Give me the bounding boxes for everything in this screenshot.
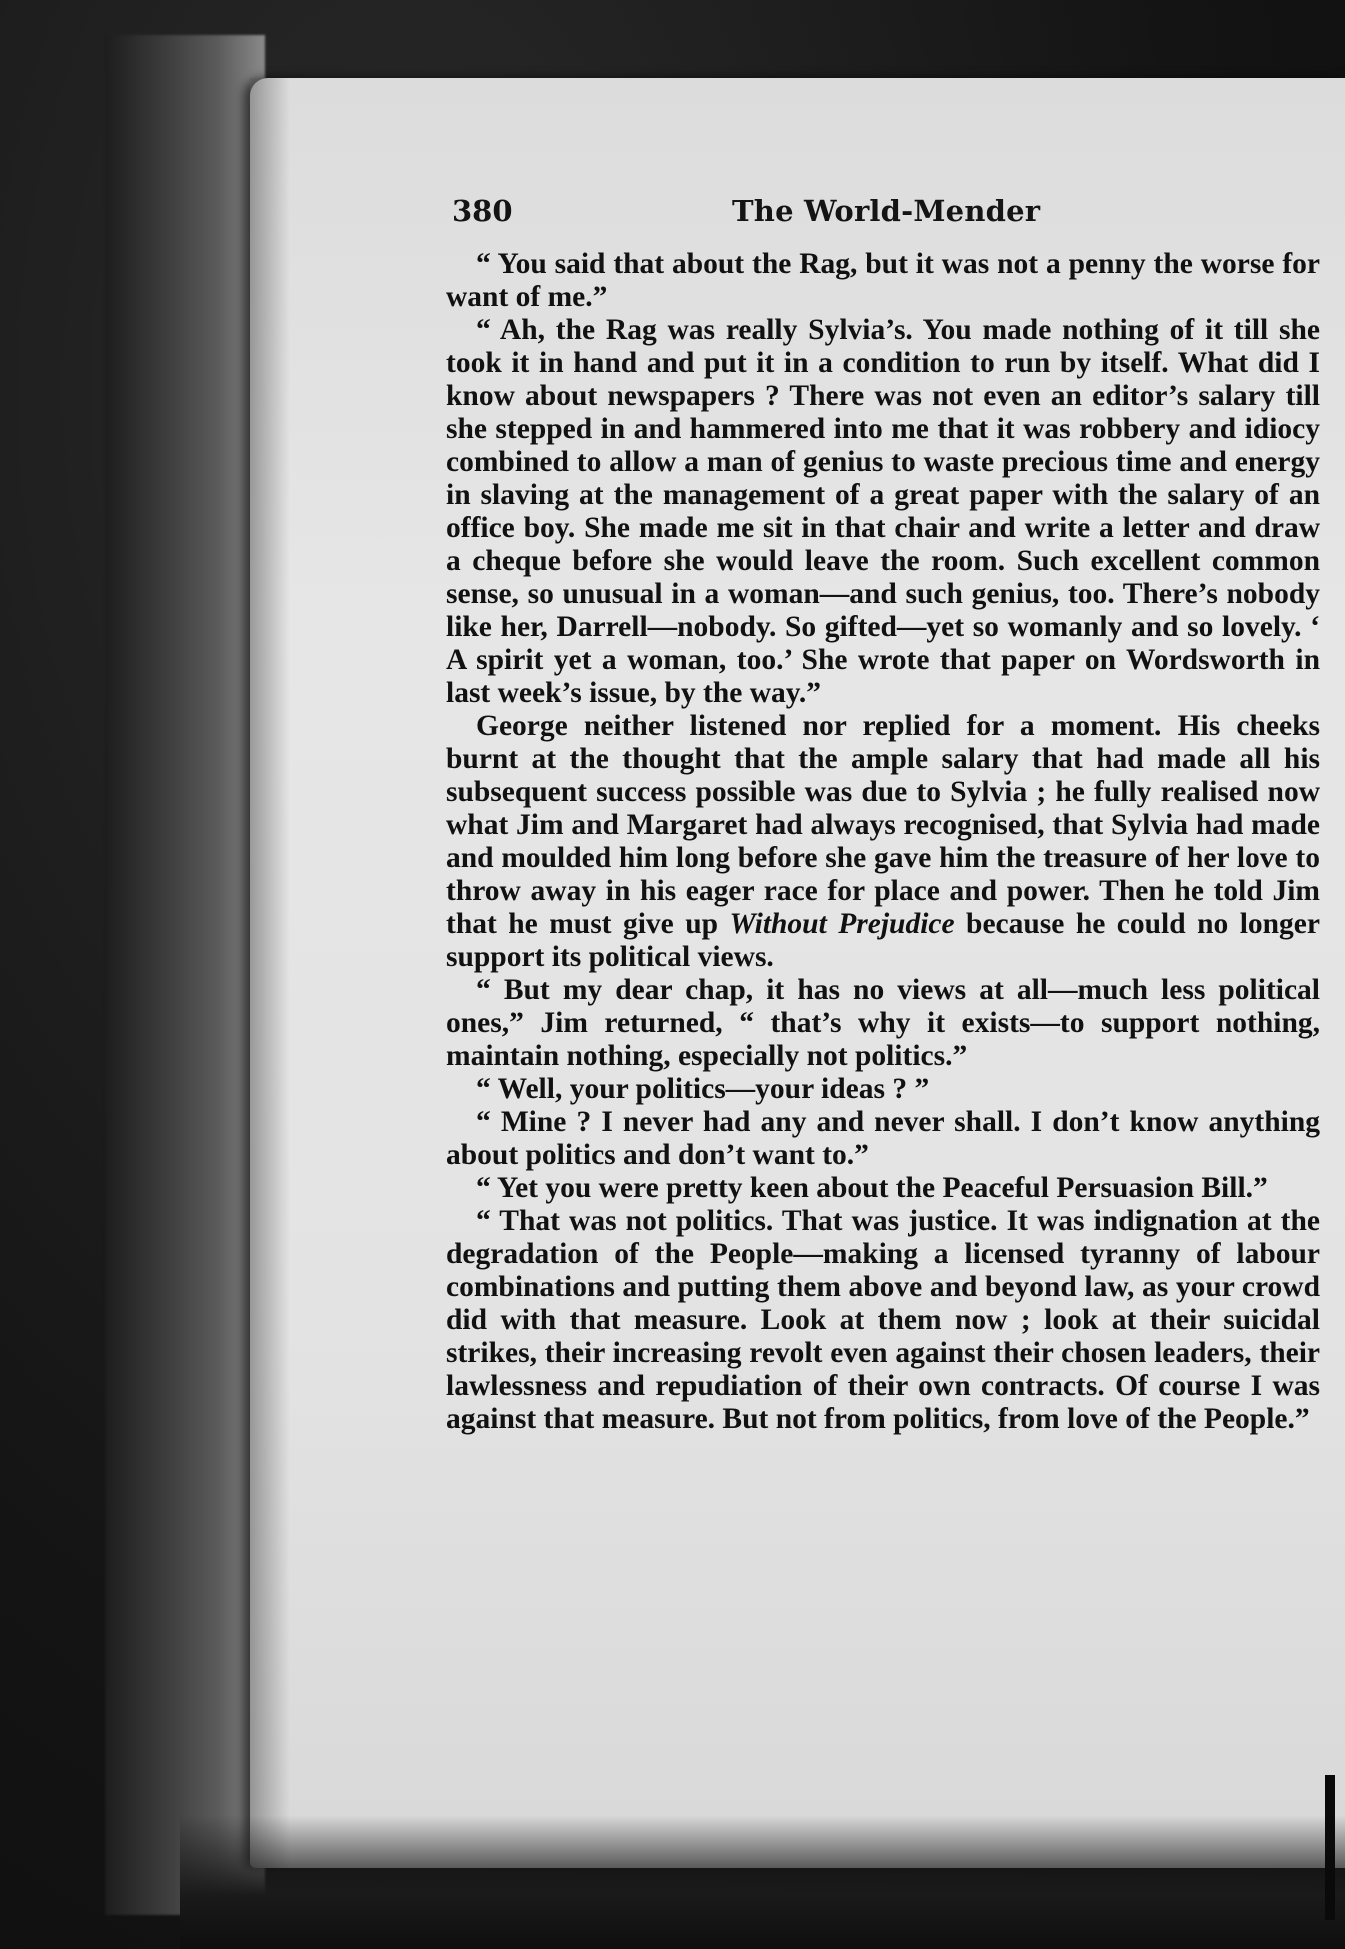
paragraph: “ Mine ? I never had any and never shall. I don’t know anything about politics and don’t want to.” xyxy=(446,1106,1320,1171)
page-number: 380 xyxy=(452,194,513,228)
paragraph: “ Ah, the Rag was really Sylvia’s. You made nothing of it till she took it in hand and put it in a condition to run by itself. What did I know about newspapers ? There was not even an editor’s salary till she stepped in and hammered into me that it was robbery and idiocy combined to allow a man of genius to waste precious time and energy in slaving at the management of a great paper with the salary of an office boy. She made me sit in that chair and write a letter and draw a cheque before she would leave the room. Such excellent common sense, so unusual in a woman—and such genius, too. There’s nobody like her, Darrell—nobody. So gifted—yet so womanly and so lovely. ‘ A spirit yet a woman, too.’ She wrote that paper on Wordsworth in last week’s issue, by the way.” xyxy=(446,314,1320,709)
book-spine-edge xyxy=(105,35,265,1915)
paragraph: “ But my dear chap, it has no views at all—much less political ones,” Jim returned, “ that’s why it exists—to support nothing, maintain nothing, especially not politics.” xyxy=(446,974,1320,1072)
bottom-shadow xyxy=(180,1815,1345,1949)
paragraph-text: because he could no longer support its political views. xyxy=(446,908,1320,973)
body-text xyxy=(446,248,1320,1436)
italic-title: Without Prejudice xyxy=(729,908,955,940)
paragraph-text: George neither listened nor replied for a moment. His cheeks burnt at the thought that the ample salary that had made all his subsequent success possible was due to Sylvia ; he fully realised now what Jim and Margaret had always recognised, that Sylvia had made and moulded him long before she gave him the treasure of her love to throw away in his eager race for place and power. Then he told Jim that he must give up xyxy=(446,710,1320,940)
paragraph: “ You said that about the Rag, but it was not a penny the worse for want of me.” xyxy=(446,248,1320,313)
paragraph xyxy=(446,710,1320,974)
paragraph: “ Well, your politics—your ideas ? ” xyxy=(476,1073,930,1105)
page-header xyxy=(452,194,1312,238)
paragraph: “ That was not politics. That was justice. It was indignation at the degradation of the People—making a licensed tyranny of labour combinations and putting them above and beyond law, as your crowd did with that measure. Look at them now ; look at their suicidal strikes, their increasing revolt even against their chosen leaders, their lawlessness and repudiation of their own contracts. Of course I was against that measure. But not from politics, from love of the People.” xyxy=(446,1205,1320,1435)
running-title: The World-Mender xyxy=(732,194,1041,228)
paragraph: “ Yet you were pretty keen about the Peaceful Persuasion Bill.” xyxy=(476,1172,1268,1204)
scan-edge-mark xyxy=(1325,1775,1335,1920)
